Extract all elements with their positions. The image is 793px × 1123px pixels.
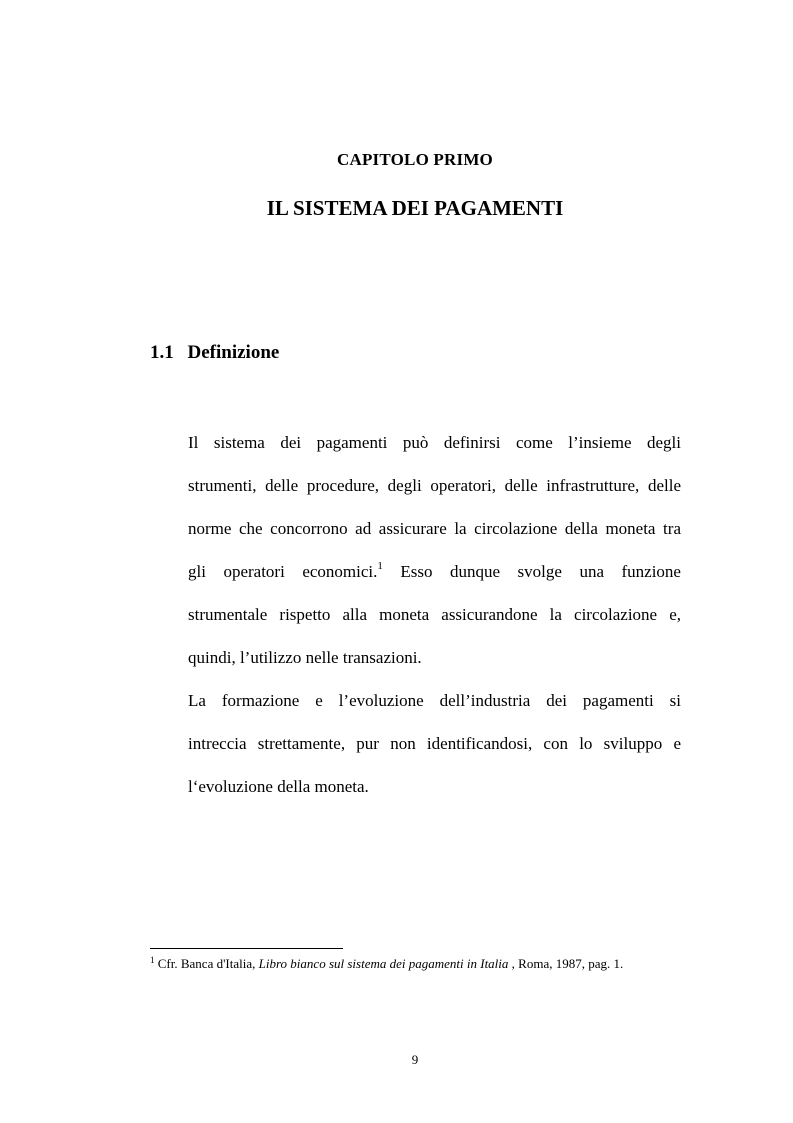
chapter-title: IL SISTEMA DEI PAGAMENTI [266, 196, 564, 220]
paragraph-line: Il sistema dei pagamenti può definirsi come l’insieme degli [188, 433, 681, 452]
footnote-suffix: , Roma, 1987, pag. 1. [508, 956, 624, 971]
footnote-book-title: Libro bianco sul sistema dei pagamenti in Italia [258, 956, 509, 971]
paragraph-line: strumenti, delle procedure, degli operatori, delle infrastrutture, delle [188, 476, 681, 495]
footnote-prefix: Cfr. Banca d'Italia, [154, 956, 259, 971]
page-number: 9 [411, 1052, 419, 1067]
paragraph-line: norme che concorrono ad assicurare la circolazione della moneta tra [188, 519, 681, 538]
footnote-rule [150, 948, 343, 949]
paragraph-line: quindi, l’utilizzo nelle transazioni. [188, 648, 422, 667]
footnote [150, 956, 623, 972]
line-text: Esso dunque svolge una funzione [382, 562, 681, 581]
section-number: 1.1 [150, 342, 174, 363]
chapter-label: CAPITOLO PRIMO [337, 150, 493, 169]
line-text: gli operatori economici. [188, 562, 378, 581]
body-text [150, 421, 681, 808]
paragraph-line: l‘evoluzione della moneta. [188, 777, 369, 796]
paragraph-line [150, 550, 681, 593]
paragraph-line: intreccia strettamente, pur non identificandosi, con lo sviluppo e [188, 734, 681, 753]
paragraph-1 [150, 421, 681, 679]
paragraph-line: strumentale rispetto alla moneta assicurandone la circolazione e, [188, 605, 681, 624]
paragraph-line: La formazione e l’evoluzione dell’industria dei pagamenti si [188, 691, 681, 710]
footnote-marker: 1 [150, 955, 155, 965]
section-title: Definizione [187, 342, 280, 363]
section-heading [150, 342, 279, 364]
paragraph-2 [150, 679, 681, 808]
footnote-reference: 1 [377, 560, 383, 572]
